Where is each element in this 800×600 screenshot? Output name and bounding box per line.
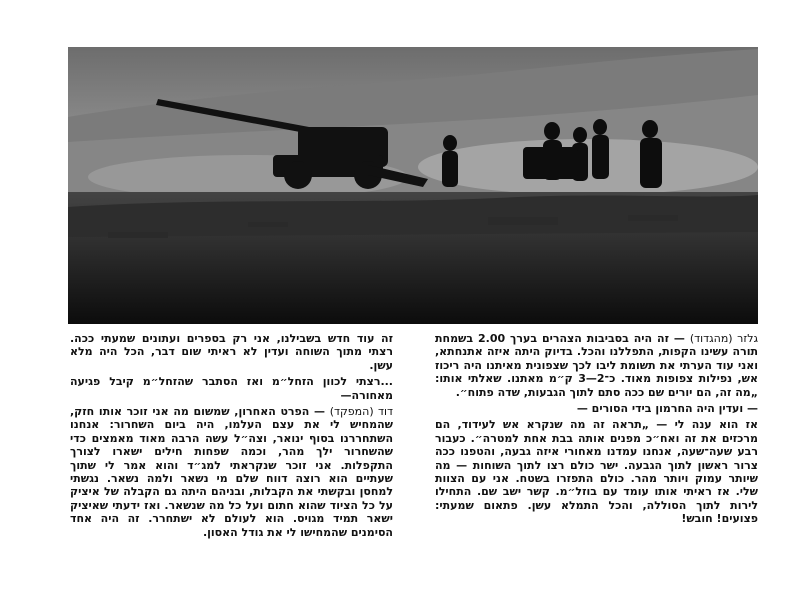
paragraph <box>70 375 393 402</box>
paragraph <box>435 418 758 525</box>
paragraph-text: אז הוא ענה לי — „תראה זה מה שנקרא אש לעידוד, הם מרכזים את זה ואח״כ מפנים אותה בבת אחת למטרה״. כעבור רבע שעה־שעה, אנחנו עמדנו מאחורי איזה גבעה, והטפנו ככה צרור ראשון לתוך הגבעה. ישר כולם רצו לתוך השוחות — מה שיותר עמוק ויותר מהר. כולם התפזרו בשטח. אני עם הצוות שלי. אז ראיתי אותו עומד עם בוזל״מ. קשר ישב שם. התחילו לירות לתוך הסוללה, והכל התמלא עשן. פתאום שמעתי: פצועים! חובש! <box>435 418 758 526</box>
photo-scene <box>68 47 758 324</box>
paragraph-text: — הפרט האחרון, שמשום מה אני זוכר אותו חזק, שהמחיש לי את עצם העלמו, היה ביום השחרור: אנחנו השתחררנו בסוף ינואר, וצה״ל עשה הרבה מאוד מאמצים כדי שהשחרור ילך מהר, וכמה שפחות חילים ישארו לצורך התקפלות. אני זוכר שנקראתי למג״ד והוא אמר לי שתוך שעתיים הוא רוצה דווח שלם מי נשאר ולמה נשאר. נגשתי למחסן ובקשתי את הקבלות, ובניהם היתה גם הקבלה של איציק על כל הציוד שהוא חתום ועל כל מה שנשאר. ואז ידעתי שאיציק ישאר תמיד מגויס. הוא לעולם לא ישתחרר. זה היה אחד הסימנים שהמחישו לי את גודל האסון. <box>70 405 393 539</box>
speaker-label: דוד (המפקד) <box>329 405 393 419</box>
text-column-right <box>435 332 758 529</box>
artillery-photo <box>68 47 758 324</box>
speaker-label: גלזר (מהגדוד) <box>689 332 758 345</box>
paragraph-text: ...רצתי לכוון הזחל״מ ואז הסתבר שהזחל״מ קיבל פגיעה מאחורה— <box>70 375 393 402</box>
paragraph-text: זה עוד חדש בשבילנו, אני רק בספרים ועתונים שמעתי ככה. רצתי מתוך השוחה ועדין לא ראיתי שום דבר, הכל היה מלא עשן. <box>70 332 393 372</box>
paragraph-text: — ועדין היה החרמון בידי הסורים — <box>576 402 758 416</box>
paragraph-text: — זה היה בסביבות הצהרים בערך 2.00 בשמחת תורה עשינו הקפות, התפללנו והכל. בדיוק היתה איזה אתנחתא, ואני עוד הערתי את תשומת ליבו לכך שצפונית מאיתנו היה ריכוז אש, נפילות צפופות מאוד. כ־2—3 ק״מ מאתנו. שאלתי אותו: „מה זה, הם יורים שם ככה סתם לתוך הגבעות, שדה פתוח״. <box>435 332 758 399</box>
paragraph <box>435 402 758 415</box>
paragraph <box>435 332 758 399</box>
text-column-left <box>70 332 393 542</box>
paragraph <box>70 332 393 372</box>
paragraph <box>70 405 393 539</box>
